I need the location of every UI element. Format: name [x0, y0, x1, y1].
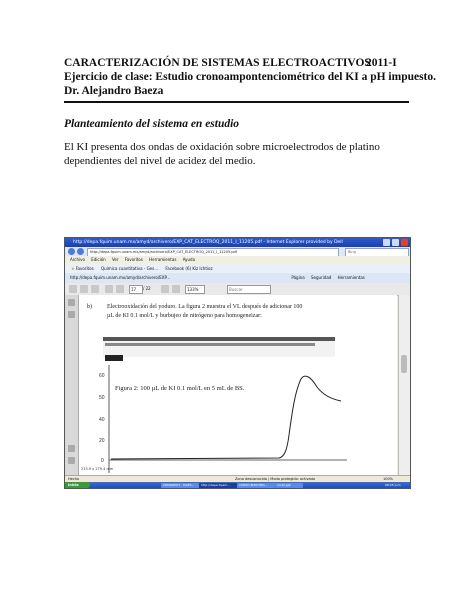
tab-pdf[interactable]: http://depa.fquim.unam.mx/amyd/archivero/EXP... [70, 275, 171, 280]
email-icon[interactable] [91, 285, 99, 293]
window-titlebar [65, 238, 410, 247]
menu-bar [65, 256, 410, 264]
zoom-out-icon[interactable] [161, 285, 169, 293]
pdf-page-size: 215.9 x 279.4 mm [81, 467, 114, 471]
menu-ayuda[interactable]: Ayuda [182, 257, 196, 262]
favorites-bar [65, 264, 410, 273]
attachments-icon[interactable] [68, 311, 75, 318]
menu-edicion[interactable]: Edición [91, 257, 106, 262]
term-label: 2011-I [366, 57, 397, 69]
taskbar-clock: 08:25 p.m. [385, 483, 402, 487]
maximize-button[interactable] [392, 239, 399, 246]
address-input[interactable]: http://depa.fquim.unam.mx/amyd/archivero/EXP_CAT_ELECTROQ_2011_I_11205.pdf [87, 248, 339, 257]
y-tick-0: 0 [101, 458, 104, 464]
status-zone: Zona desconocida | Modo protegido: activado [235, 477, 316, 481]
page-number-input[interactable]: 17 [129, 285, 143, 294]
next-page-icon[interactable] [116, 285, 124, 293]
minimize-button[interactable] [383, 239, 390, 246]
tools-icon[interactable] [68, 457, 75, 464]
status-text: Hecho [68, 477, 80, 481]
vertical-scrollbar[interactable] [398, 295, 410, 475]
figure-toolbar-band [103, 337, 335, 341]
star-icon: ★ [71, 266, 75, 271]
address-bar [65, 247, 410, 256]
back-icon[interactable] [68, 248, 75, 255]
pdf-text-line1: Electrooxidación del yoduro. La figura 2 muestra el VL después de adicionar 100 [107, 304, 303, 310]
taskbar-item-curso[interactable]: CURSO ELECTRO... [237, 483, 275, 488]
scrollbar-thumb[interactable] [401, 355, 407, 373]
exercise-title: Ejercicio de clase: Estudio cronoampontenciométrico del KI a pH impuesto. [64, 71, 437, 83]
header-rule [64, 101, 409, 103]
plot-y-ticks [99, 373, 105, 464]
menu-favoritos[interactable]: Favoritos [124, 257, 143, 262]
close-button[interactable] [401, 239, 408, 246]
favorite-link-quimica[interactable]: Química cuantitativa - Ges... [100, 266, 159, 271]
print-icon[interactable] [80, 285, 88, 293]
favorite-link-facebook[interactable]: Facebook (6) Kiz Ichtioz [165, 266, 213, 271]
favorites-label[interactable]: Favoritos [75, 266, 94, 271]
taskbar-item-browser[interactable]: http://depa.fquim... [199, 483, 237, 488]
section-paragraph: El KI presenta dos ondas de oxidación sobre microelectrodos de platino dependientes del nivel de acidez del medio. [64, 141, 380, 167]
signature-icon[interactable] [68, 445, 75, 452]
save-icon[interactable] [69, 285, 77, 293]
taskbar-item-cronopot[interactable]: CRONOPOT - MAES... [161, 483, 199, 488]
course-title: CARACTERIZACIÓN DE SISTEMAS ELECTROACTIVOS [64, 57, 371, 69]
pages-icon[interactable] [68, 299, 75, 306]
y-tick-20: 20 [99, 438, 105, 444]
y-tick-40: 40 [99, 417, 105, 423]
embedded-screenshot [64, 237, 411, 489]
toolbar-pagina[interactable]: Página [291, 275, 305, 280]
section-heading: Planteamiento del sistema en estudio [64, 118, 240, 130]
forward-icon[interactable] [77, 248, 84, 255]
toolbar-herramientas[interactable]: Herramientas [337, 275, 365, 280]
menu-archivo[interactable]: Archivo [70, 257, 85, 262]
pdf-side-panel [65, 295, 79, 475]
toolbar-seguridad[interactable]: Seguridad [310, 275, 332, 280]
y-tick-50: 50 [99, 395, 105, 401]
figure-label-box [105, 355, 123, 361]
tab-bar [65, 273, 410, 283]
start-button[interactable]: Inicio [65, 482, 90, 488]
window-title: http://depa.fquim.unam.mx/amyd/archivero/EXP_CAT_ELECTROQ_2011_I_11205.pdf - Internet Explorer provided by Dell [73, 240, 343, 245]
pdf-figure-caption: Figura 2: 100 µL de KI 0.1 mol/L en 5 mL de BS. [115, 385, 245, 392]
figure-toolbar-icons [105, 343, 315, 346]
zoom-select[interactable]: 133% [185, 285, 205, 294]
page-total: / 22 [143, 286, 151, 291]
y-tick-60: 60 [99, 373, 105, 379]
find-input[interactable]: Buscar [227, 285, 271, 294]
author-name: Dr. Alejandro Baeza [64, 85, 164, 97]
pdf-item-b: b) [87, 304, 92, 310]
pdf-text-line2: µL de KI 0.1 mol/L y burbujeo de nitrógeno para homogeneizar: [107, 313, 262, 319]
prev-page-icon[interactable] [105, 285, 113, 293]
windows-taskbar [65, 482, 410, 488]
taskbar-item-ppt[interactable]: 13-KI.ppt [275, 483, 303, 488]
search-input[interactable]: Bing [345, 248, 409, 257]
status-zoom[interactable]: 100% [383, 477, 394, 481]
zoom-in-icon[interactable] [172, 285, 180, 293]
pdf-page [79, 295, 397, 475]
menu-herramientas[interactable]: Herramientas [149, 257, 177, 262]
menu-ver[interactable]: Ver [112, 257, 119, 262]
